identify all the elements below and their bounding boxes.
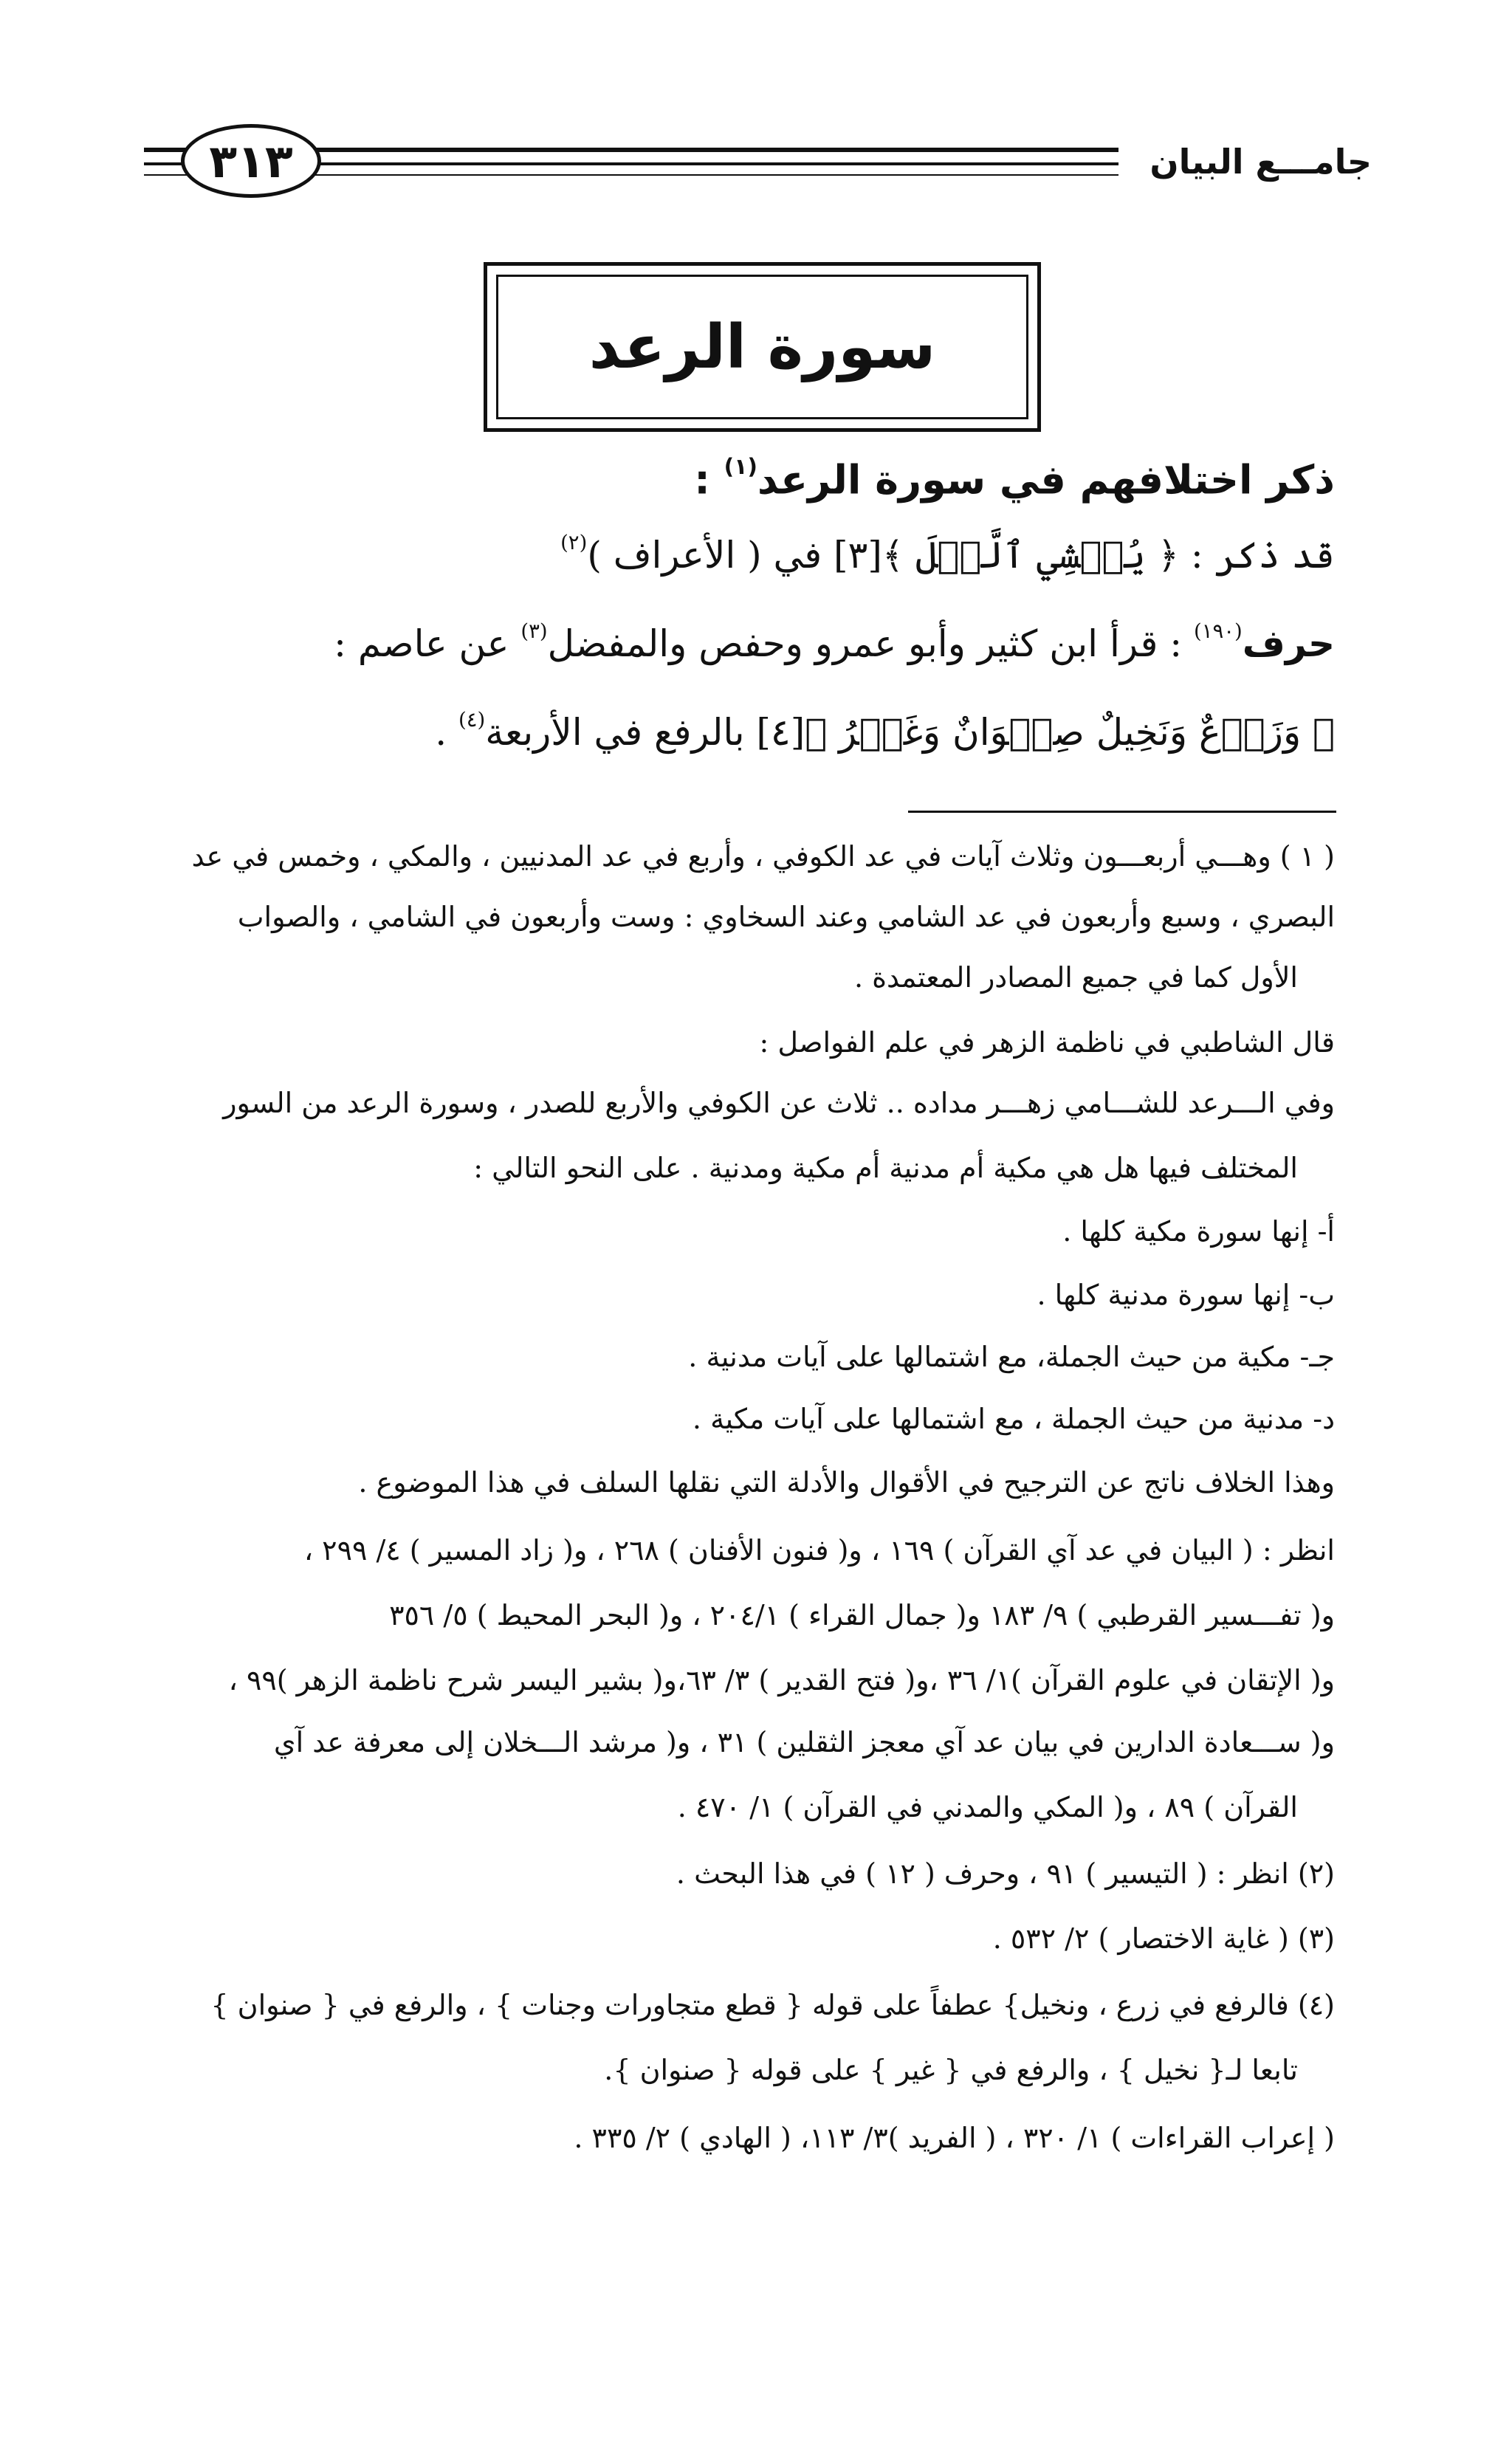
main-line-3-text: ﴿ وَزَرۡعٌ وَنَخِيلٌ صِنۡوَانٌ وَغَيۡرُ ﴾[٤] بالرفع في الأربعة [485, 710, 1335, 754]
harf-number: (١٩٠) [1193, 619, 1243, 643]
title-box-inner [496, 275, 1028, 419]
footnote-separator [908, 811, 1336, 813]
footnote-line: قال الشاطبي في ناظمة الزهر في علم الفواصل : [759, 1026, 1335, 1059]
footnote-ref-3: (٣) [520, 619, 548, 643]
footnote-line: (٤) فالرفع في زرع ، ونخيل} عطفاً على قوله { قطع متجاورات وجنات } ، والرفع في { صنوان } [210, 1989, 1335, 2021]
main-line-1 [560, 532, 1335, 576]
running-title: جامـــع البيان [1150, 142, 1372, 182]
footnote-ref-4: (٤) [458, 708, 486, 732]
section-heading [694, 454, 1335, 503]
footnote-ref-1: (١) [724, 454, 757, 480]
main-line-2-tail: عن عاصم : [334, 622, 521, 665]
main-line-2 [334, 620, 1335, 664]
main-line-1-text: قد ذكر : ﴿ يُغۡشِي ٱلَّيۡلَ ﴾[٣] في ( الأعراف ) [587, 533, 1335, 577]
footnote-line: وفي الـــرعد للشـــامي زهـــر مداده .. ثلاث عن الكوفي والأربع للصدر ، وسورة الرعد من السور [223, 1087, 1335, 1119]
footnote-ref-2: (٢) [560, 531, 588, 554]
footnote-line: تابعا لـ{ نخيل } ، والرفع في { غير } على قوله { صنوان }. [604, 2054, 1298, 2086]
main-line-2-text: : قرأ ابن كثير وأبو عمرو وحفص والمفضل [547, 622, 1194, 665]
footnote-line: (٢) انظر : ( التيسير ) ٩١ ، وحرف ( ١٢ ) في هذا البحث . [676, 1857, 1335, 1890]
main-line-3 [435, 709, 1335, 753]
main-line-3-tail: . [435, 710, 459, 754]
footnote-line: ( إعراب القراءات ) ١/ ٣٢٠ ، ( الفريد )٣/ ١١٣، ( الهادي ) ٢/ ٣٣٥ . [574, 2122, 1335, 2154]
footnote-line: القرآن ) ٨٩ ، و( المكي والمدني في القرآن ) ١/ ٤٧٠ . [677, 1791, 1298, 1823]
footnote-line: و( تفـــسير القرطبي ) ٩/ ١٨٣ و( جمال القراء ) ٢٠٤/١ ، و( البحر المحيط ) ٥/ ٣٥٦ [389, 1599, 1335, 1631]
page-number: ٣١٣ [181, 124, 321, 198]
harf-label: حرف [1242, 622, 1335, 665]
footnote-line: وهذا الخلاف ناتج عن الترجيح في الأقوال والأدلة التي نقلها السلف في هذا الموضوع . [358, 1466, 1335, 1499]
surah-title: سورة الرعد [588, 312, 936, 382]
footnote-line: البصري ، وسبع وأربعون في عد الشامي وعند السخاوي : وست وأربعون في الشامي ، والصواب [237, 901, 1335, 933]
footnote-line: و( الإتقان في علوم القرآن )١/ ٣٦ ،و( فتح القدير ) ٣/ ٦٣،و( بشير اليسر شرح ناظمة الزهر )٩٩ ، [228, 1664, 1335, 1696]
footnote-line: انظر : ( البيان في عد آي القرآن ) ١٦٩ ، و( فنون الأفنان ) ٢٦٨ ، و( زاد المسير ) ٤/ ٢٩٩ ، [303, 1534, 1335, 1567]
footnote-line: (٣) ( غاية الاختصار ) ٢/ ٥٣٢ . [992, 1922, 1335, 1955]
footnote-line: ب- إنها سورة مدنية كلها . [1037, 1279, 1335, 1311]
footnote-line: المختلف فيها هل هي مكية أم مدنية أم مكية ومدنية . على النحو التالي : [473, 1152, 1298, 1184]
footnote-line: ( ١ ) وهـــي أربعـــون وثلاث آيات في عد الكوفي ، وأربع في عد المدنيين ، والمكي ، وخمس في عد [191, 840, 1335, 873]
section-heading-text: ذكر اختلافهم في سورة الرعد [757, 456, 1335, 503]
footnote-line: و( ســـعادة الدارين في بيان عد آي معجز الثقلين ) ٣١ ، و( مرشد الـــخلان إلى معرفة عد آي [273, 1726, 1335, 1758]
footnote-line: د- مدنية من حيث الجملة ، مع اشتمالها على آيات مكية . [692, 1403, 1335, 1435]
section-heading-colon: : [694, 456, 724, 503]
title-box [484, 262, 1041, 432]
footnote-line: الأول كما في جميع المصادر المعتمدة . [853, 961, 1298, 994]
footnote-line: جـ- مكية من حيث الجملة، مع اشتمالها على آيات مدنية . [688, 1341, 1335, 1373]
footnote-line: أ- إنها سورة مكية كلها . [1062, 1215, 1335, 1248]
